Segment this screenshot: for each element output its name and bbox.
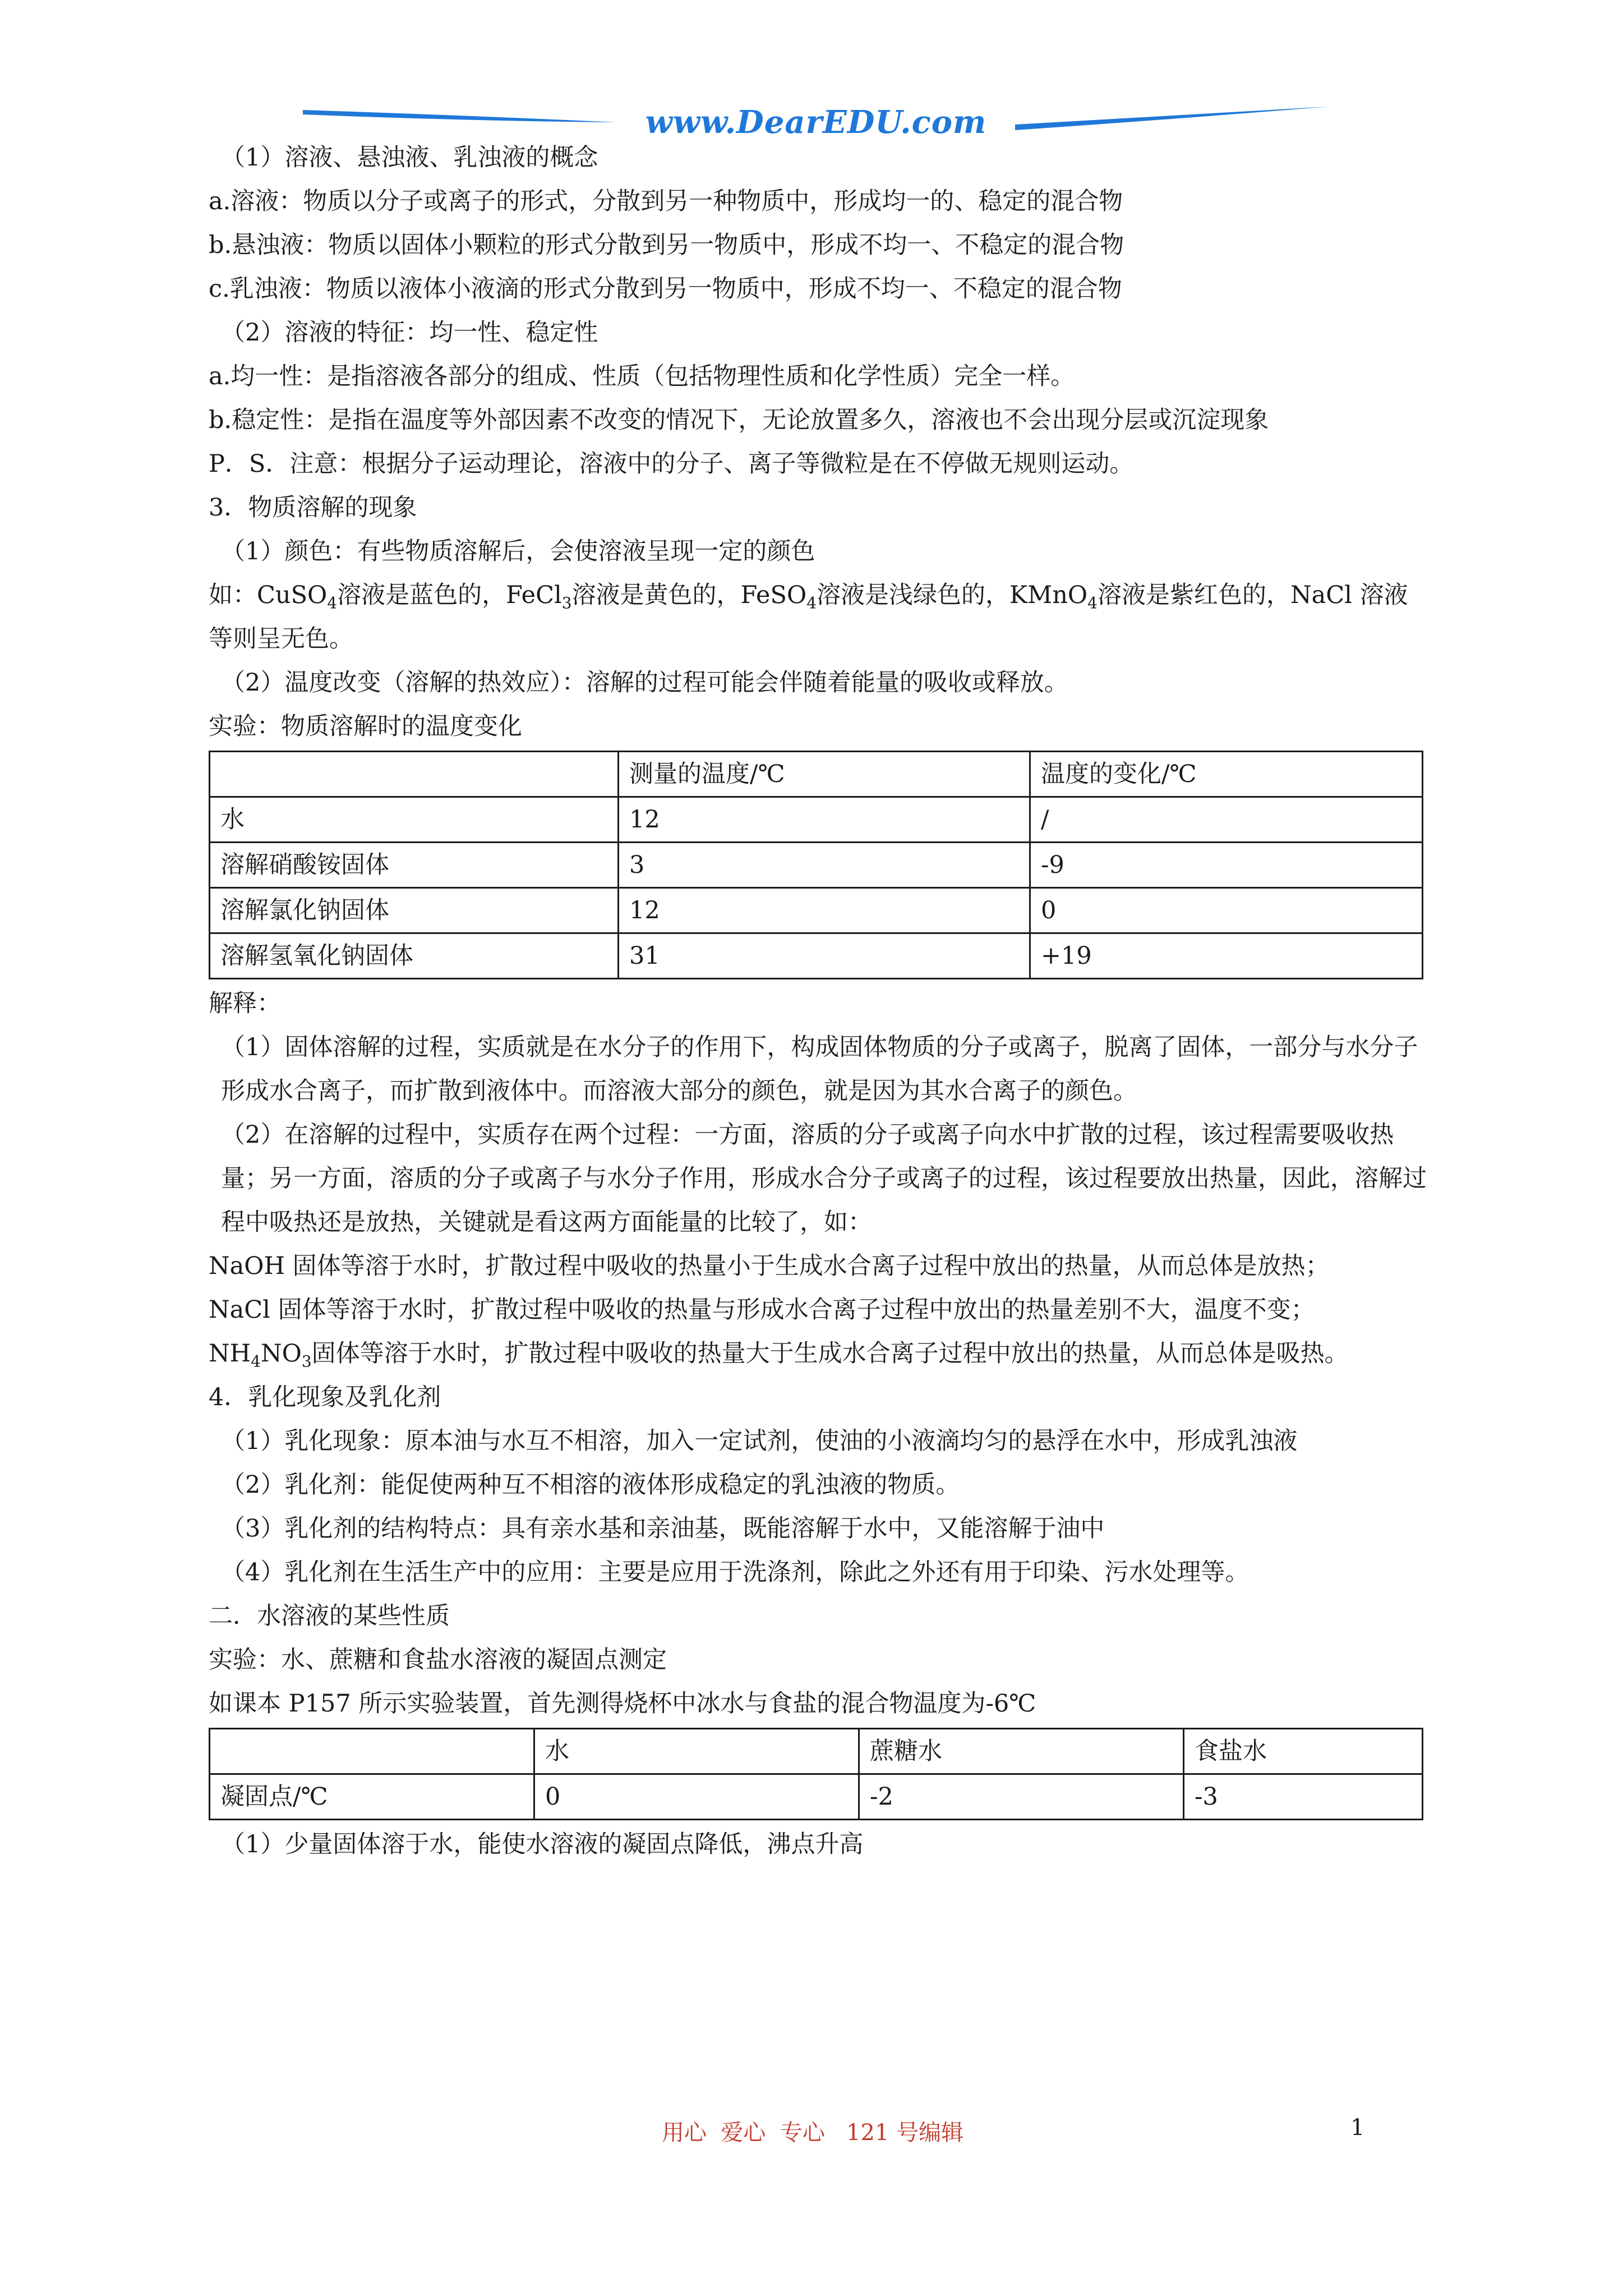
table-row [210,888,1423,933]
color-example-paragraph: 如：CuSO$_4$溶液是蓝色的，FeCl$_3$溶液是黄色的，FeSO$_4$溶液是浅绿色的，KMnO$_4$溶液是紫红色的，NaCl 溶液等则呈无色。 [209,581,1408,653]
table-header-row [210,1729,1423,1774]
paragraph: （1）固体溶解的过程，实质就是在水分子的作用下，构成固体物质的分子或离子，脱离了固体，一部分与水分子形成水合离子，而扩散到液体中。而溶液大部分的颜色，就是因为其水合离子的颜色。 [221,1033,1418,1105]
table-cell: +19 [1030,933,1423,979]
table-row [210,797,1423,843]
table-header-cell: 蔗糖水 [859,1729,1184,1774]
table-row [210,843,1423,888]
page-number: 1 [1350,2115,1365,2141]
paragraph: （2）乳化剂：能促使两种互不相溶的液体形成稳定的乳浊液的物质。 [221,1471,960,1499]
paragraph: （4）乳化剂在生活生产中的应用：主要是应用于洗涤剂，除此之外还有用于印染、污水处理等。 [221,1558,1249,1586]
section-heading: 二．水溶液的某些性质 [209,1602,450,1630]
paragraph: NaOH 固体等溶于水时，扩散过程中吸收的热量小于生成水合离子过程中放出的热量，从而总体是放热； [209,1252,1330,1280]
banner-swoosh-left [303,110,617,122]
paragraph: c.乳浊液：物质以液体小液滴的形式分散到另一物质中，形成不均一、不稳定的混合物 [209,275,1122,303]
table-cell: 12 [619,797,1030,843]
table-cell: 凝固点/℃ [210,1774,534,1820]
table-cell: 0 [1030,888,1423,933]
table-header-cell [210,752,619,797]
paragraph: NaCl 固体等溶于水时，扩散过程中吸收的热量与形成水合离子过程中放出的热量差别不大，温度不变； [209,1296,1315,1324]
paragraph: b.稳定性：是指在温度等外部因素不改变的情况下，无论放置多久，溶液也不会出现分层或沉淀现象 [209,406,1269,434]
temperature-table [209,751,1423,979]
paragraph: （1）颜色：有些物质溶解后，会使溶液呈现一定的颜色 [221,537,815,565]
paragraph: （3）乳化剂的结构特点：具有亲水基和亲油基，既能溶解于水中，又能溶解于油中 [221,1515,1105,1543]
paragraph: 如课本 P157 所示实验装置，首先测得烧杯中冰水与食盐的混合物温度为-6℃ [209,1690,1036,1718]
table-cell: 溶解氢氧化钠固体 [210,933,619,979]
paragraph: （1）少量固体溶于水，能使水溶液的凝固点降低，沸点升高 [221,1830,864,1858]
table-cell: -3 [1184,1774,1423,1820]
table-cell: 12 [619,888,1030,933]
nh4no3-paragraph: $NH_4NO_3$固体等溶于水时，扩散过程中吸收的热量大于生成水合离子过程中放出的热量，从而总体是吸热。 [209,1340,1349,1371]
table-header-cell [210,1729,534,1774]
paragraph: （2）在溶解的过程中，实质存在两个过程：一方面，溶质的分子或离子向水中扩散的过程，该过程需要吸收热量；另一方面，溶质的分子或离子与水分子作用，形成水合分子或离子的过程，该过程要放出热量，因此，溶解过程中吸热还是放热，关键就是看这两方面能量的比较了，如： [221,1121,1427,1236]
site-url[interactable]: www.DearEDU.com [645,104,987,141]
table-header-cell: 温度的变化/℃ [1030,752,1423,797]
paragraph: （2）温度改变（溶解的热效应）：溶解的过程可能会伴随着能量的吸收或释放。 [221,669,1068,697]
paragraph: （1）乳化现象：原本油与水互不相溶，加入一定试剂，使油的小液滴均匀的悬浮在水中，形成乳浊液 [221,1427,1298,1455]
table-cell: -2 [859,1774,1184,1820]
section-heading: 4．乳化现象及乳化剂 [209,1383,441,1411]
paragraph: 实验：水、蔗糖和食盐水溶液的凝固点测定 [209,1646,667,1674]
table-header-cell: 食盐水 [1184,1729,1423,1774]
table-cell: 31 [619,933,1030,979]
paragraph: a.均一性：是指溶液各部分的组成、性质（包括物理性质和化学性质）完全一样。 [209,362,1075,390]
paragraph: 解释： [209,990,281,1018]
table-cell: 溶解氯化钠固体 [210,888,619,933]
table-header-cell: 水 [534,1729,859,1774]
banner-swoosh-right [1015,107,1329,130]
table-header-cell: 测量的温度/℃ [619,752,1030,797]
paragraph: 实验：物质溶解时的温度变化 [209,712,522,740]
table-cell: 0 [534,1774,859,1820]
table-row [210,1774,1423,1820]
section-heading: 3．物质溶解的现象 [209,494,417,522]
paragraph: P．S．注意：根据分子运动理论，溶液中的分子、离子等微粒是在不停做无规则运动。 [209,450,1134,478]
table-cell: 溶解硝酸铵固体 [210,843,619,888]
freezing-point-table [209,1728,1423,1820]
table-header-row [210,752,1423,797]
section-heading: （1）溶液、悬浊液、乳浊液的概念 [221,144,598,172]
table-cell: / [1030,797,1423,843]
paragraph: b.悬浊液：物质以固体小颗粒的形式分散到另一物质中，形成不均一、不稳定的混合物 [209,231,1124,259]
table-cell: 水 [210,797,619,843]
paragraph: a.溶液：物质以分子或离子的形式，分散到另一种物质中，形成均一的、稳定的混合物 [209,187,1123,215]
footer-text: 用心 爱心 专心 121 号编辑 [662,2120,964,2146]
table-row [210,933,1423,979]
section-heading: （2）溶液的特征：均一性、稳定性 [221,319,598,347]
document-body [209,136,1427,1866]
table-cell: 3 [619,843,1030,888]
table-cell: -9 [1030,843,1423,888]
